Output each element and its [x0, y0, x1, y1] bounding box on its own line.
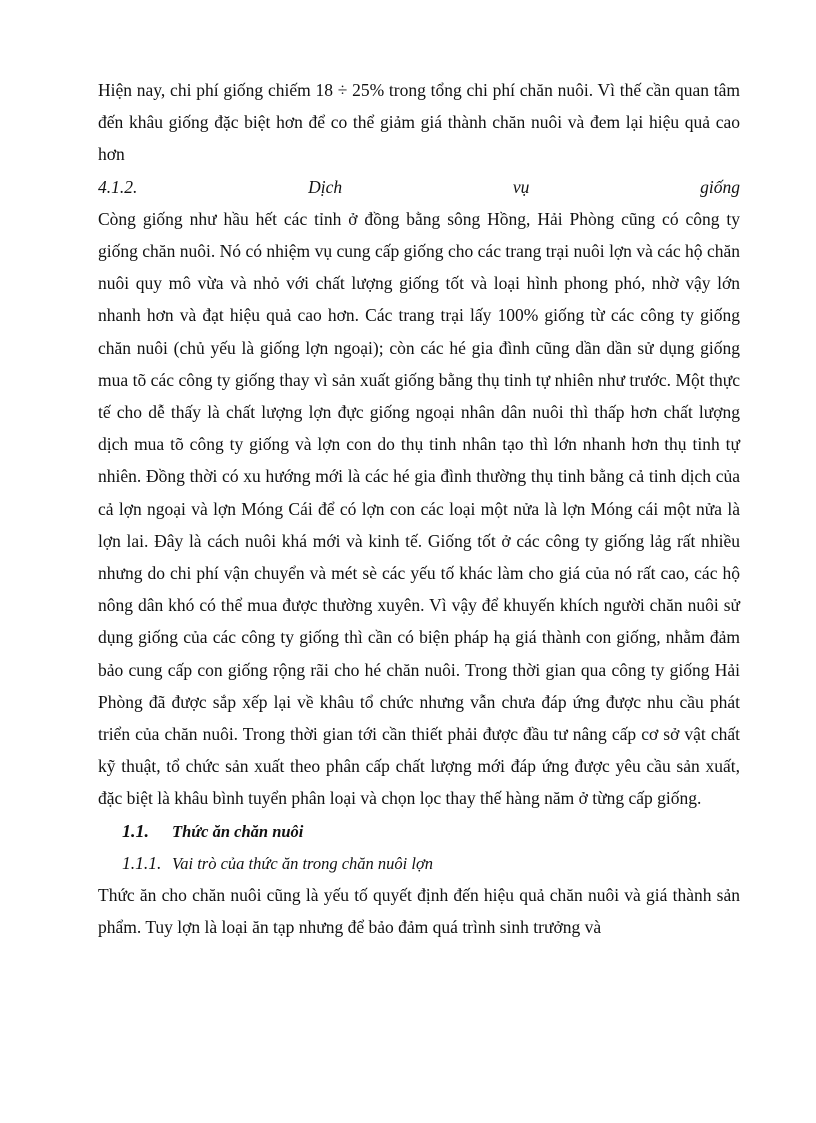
- section-word: Dịch: [308, 176, 343, 197]
- document-page: [98, 74, 740, 943]
- paragraph-feed: Thức ăn cho chăn nuôi cũng là yếu tố quyết định đến hiệu quả chăn nuôi và giá thành sản phẩm. Tuy lợn là loại ăn tạp nhưng để bảo đảm quá trình sinh trưởng và: [98, 885, 740, 938]
- section-number: 1.1.1.: [122, 852, 162, 873]
- section-heading-1-1-1: [98, 847, 740, 879]
- section-heading-4-1-2: [98, 171, 740, 203]
- section-heading-1-1: [98, 815, 740, 847]
- section-title: Vai trò của thức ăn trong chăn nuôi lợn: [172, 853, 434, 873]
- paragraph-intro: Hiện nay, chi phí giống chiếm 18 ÷ 25% trong tổng chi phí chăn nuôi. Vì thế cần quan tâm đến khâu giống đặc biệt hơn để co thể giảm giá thành chăn nuôi và đem lại hiệu quả cao hơn: [98, 80, 740, 165]
- section-number: 1.1.: [122, 820, 149, 841]
- section-number: 4.1.2.: [98, 176, 138, 197]
- section-word: vụ: [512, 176, 530, 197]
- section-word: giống: [700, 176, 740, 197]
- paragraph-services: Còng giống như hầu hết các tỉnh ở đồng bằng sông Hồng, Hải Phòng cũng có công ty giống chăn nuôi. Nó có nhiệm vụ cung cấp giống cho các trang trại nuôi lợn và các hộ chăn nuôi quy mô vừa và nhỏ với chất lượng giống tốt và loại hình phong phó, nhờ vậy lớn nhanh hơn và đạt hiệu quả cao hơn. Các trang trại lấy 100% giống từ các công ty giống chăn nuôi (chủ yếu là giống lợn ngoại); còn các hé gia đình cũng dần dần sử dụng giống mua tõ các công ty giống thay vì sản xuất giống bằng thụ tinh tự nhiên như trước. Một thực tế cho dễ thấy là chất lượng lợn đực giống ngoại nhân dân nuôi thì thấp hơn chất lượng dịch mua tõ công ty giống và lợn con do thụ tinh nhân tạo thì lớn nhanh hơn thụ tinh tự nhiên. Đồng thời có xu hướng mới là các hé gia đình thường thụ tinh bằng cả tinh dịch của cả lợn ngoại và lợn Móng Cái để có lợn con các loại một nửa là lợn Móng cái một nửa là lợn lai. Đây là cách nuôi khá mới và kinh tế. Giống tốt ở các công ty giống lảg rất nhiều nhưng do chi phí vận chuyển và mét sè các yếu tố khác làm cho giá của nó rất cao, các hộ nông dân khó có thể mua được thường xuyên. Vì vậy để khuyến khích người chăn nuôi sử dụng giống của các công ty giống thì cần có biện pháp hạ giá thành con giống, nhằm đảm bảo cung cấp con giống rộng rãi cho hé chăn nuôi. Trong thời gian qua công ty giống Hải Phòng đã được sắp xếp lại về khâu tổ chức nhưng vẫn chưa đáp ứng được nhu cầu phát triển của chăn nuôi. Trong thời gian tới cần thiết phải được đầu tư nâng cấp cơ sở vật chất kỹ thuật, tổ chức sản xuất theo phân cấp chất lượng mới đáp ứng được yêu cầu sản xuất, đặc biệt là khâu bình tuyển phân loại và chọn lọc thay thế hàng năm ở từng cấp giống.: [98, 208, 740, 809]
- section-title: Thức ăn chăn nuôi: [172, 821, 304, 841]
